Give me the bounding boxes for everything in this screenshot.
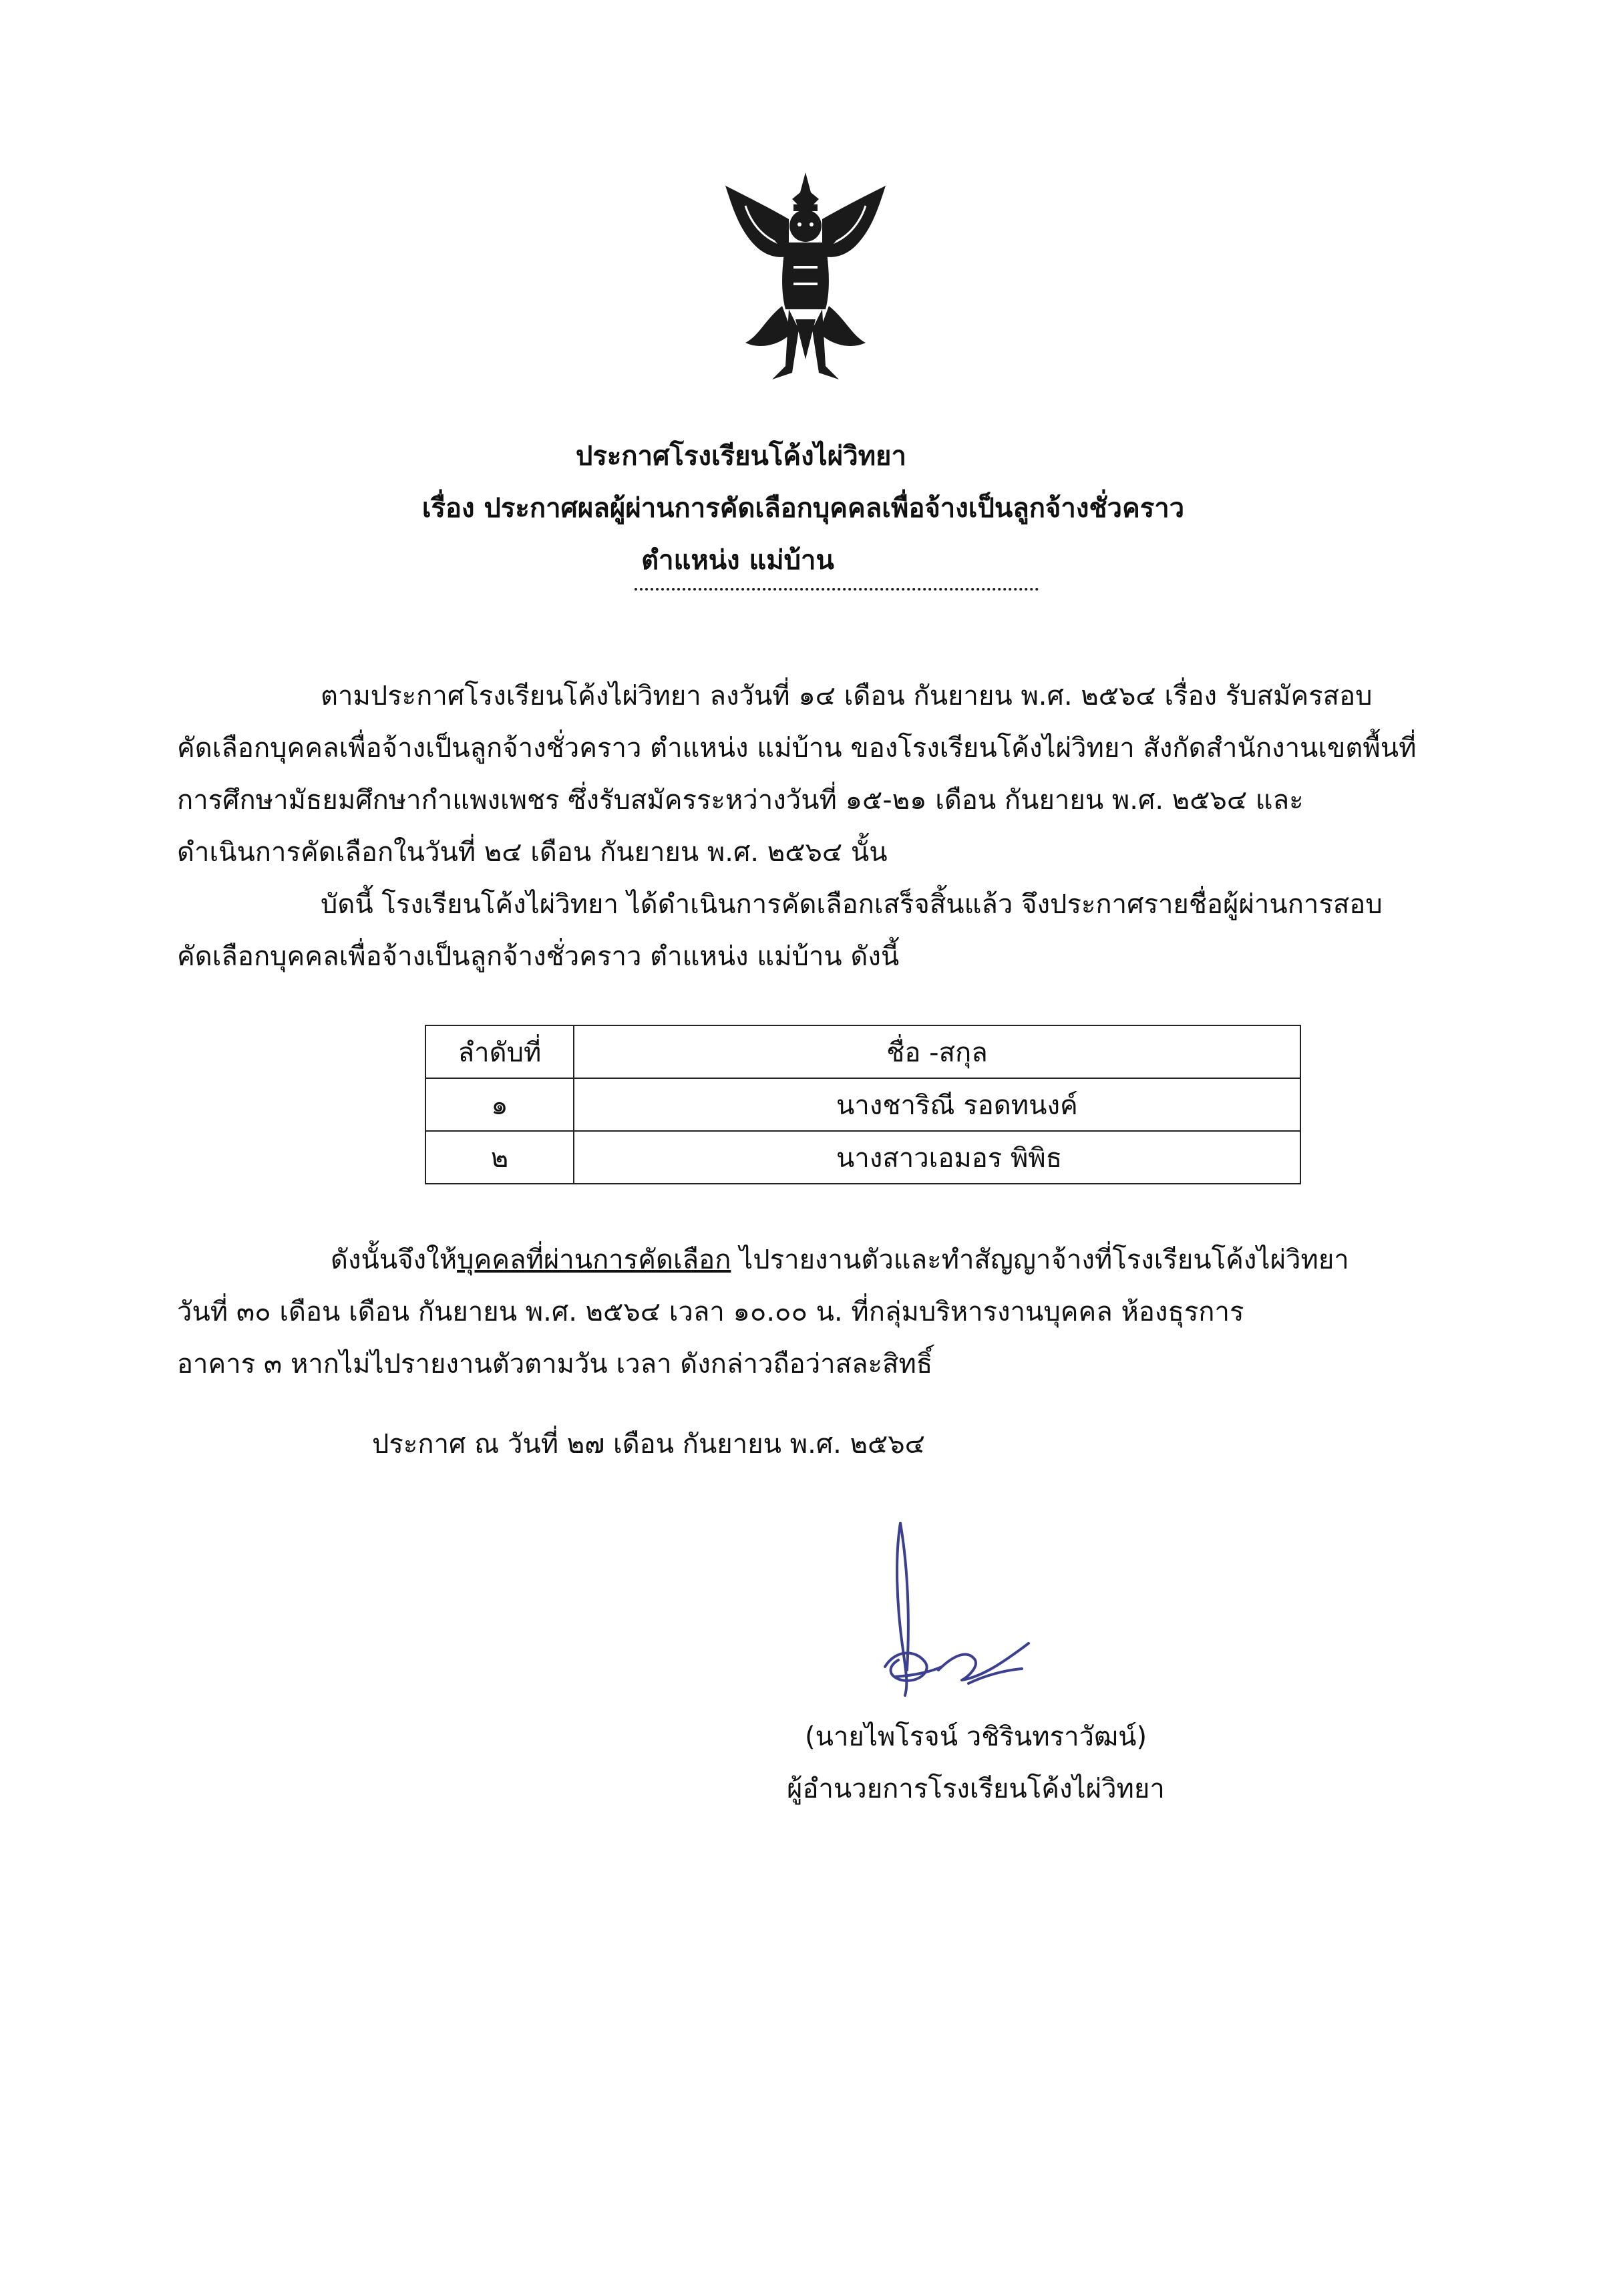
column-header-order: ลำดับที่ xyxy=(425,1025,574,1078)
row-name: นางชาริณี รอดทนงค์ xyxy=(574,1078,1300,1131)
table-row xyxy=(425,1131,1300,1184)
paragraph-1-line-1: ตามประกาศโรงเรียนโค้งไผ่วิทยา ลงวันที่ ๑๔ เดือน กันยายน พ.ศ. ๒๕๖๔ เรื่อง รับสมัครสอบ xyxy=(321,681,1373,711)
row-number: ๒ xyxy=(425,1131,574,1184)
paragraph-2-line-2: คัดเลือกบุคคลเพื่อจ้างเป็นลูกจ้างชั่วคราว ตำแหน่ง แม่บ้าน ดังนี้ xyxy=(177,941,900,972)
row-number: ๑ xyxy=(425,1078,574,1131)
paragraph-1-line-3: การศึกษามัธยมศึกษากำแพงเพชร ซึ่งรับสมัครระหว่างวันที่ ๑๕-๒๑ เดือน กันยายน พ.ศ. ๒๕๖๔ และ xyxy=(177,785,1304,816)
paragraph-3-line-3: อาคาร ๓ หากไม่ไปรายงานตัวตามวัน เวลา ดังกล่าวถือว่าสละสิทธิ์ xyxy=(177,1349,933,1379)
column-header-name: ชื่อ -สกุล xyxy=(574,1025,1300,1078)
paragraph-1-line-4: ดำเนินการคัดเลือกในวันที่ ๒๔ เดือน กันยายน พ.ศ. ๒๕๖๔ นั้น xyxy=(177,837,888,868)
row-name: นางสาวเอมอร พิพิธ xyxy=(574,1131,1300,1184)
instruction-suffix: ไปรายงานตัวและทำสัญญาจ้างที่โรงเรียนโค้งไผ่วิทยา xyxy=(731,1245,1349,1275)
paragraph-3-line-1 xyxy=(331,1247,1349,1273)
selected-persons-underlined: บุคคลที่ผ่านการคัดเลือก xyxy=(457,1245,731,1275)
signatory-name: (นายไพโรจน์ วชิรินทราวัฒน์) xyxy=(805,1721,1147,1752)
announcement-title: ประกาศโรงเรียนโค้งไผ่วิทยา xyxy=(576,441,906,472)
announcement-date: ประกาศ ณ วันที่ ๒๗ เดือน กันยายน พ.ศ. ๒๕๖๔ xyxy=(372,1429,925,1460)
paragraph-3-line-2: วันที่ ๓๐ เดือน เดือน กันยายน พ.ศ. ๒๕๖๔ เวลา ๑๐.๐๐ น. ที่กลุ่มบริหารงานบุคคล ห้องธุรการ xyxy=(177,1297,1244,1327)
selected-candidates-table xyxy=(425,1025,1301,1184)
signatory-title: ผู้อำนวยการโรงเรียนโค้งไผ่วิทยา xyxy=(787,1774,1165,1804)
garuda-emblem-icon xyxy=(719,166,892,386)
table-header-row xyxy=(425,1025,1300,1078)
announcement-position: ตำแหน่ง แม่บ้าน xyxy=(641,545,834,576)
dotted-separator xyxy=(635,588,1039,591)
handwritten-signature xyxy=(868,1516,1089,1710)
instruction-prefix: ดังนั้นจึงให้ xyxy=(331,1245,458,1275)
table-row xyxy=(425,1078,1300,1131)
announcement-subject: เรื่อง ประกาศผลผู้ผ่านการคัดเลือกบุคคลเพื่อจ้างเป็นลูกจ้างชั่วคราว xyxy=(421,493,1185,524)
paragraph-1-line-2: คัดเลือกบุคคลเพื่อจ้างเป็นลูกจ้างชั่วคราว ตำแหน่ง แม่บ้าน ของโรงเรียนโค้งไผ่วิทยา สังกัดสำนักงานเขตพื้นที่ xyxy=(177,733,1417,764)
paragraph-2-line-1: บัดนี้ โรงเรียนโค้งไผ่วิทยา ได้ดำเนินการคัดเลือกเสร็จสิ้นแล้ว จึงประกาศรายชื่อผู้ผ่านการสอบ xyxy=(321,889,1383,920)
